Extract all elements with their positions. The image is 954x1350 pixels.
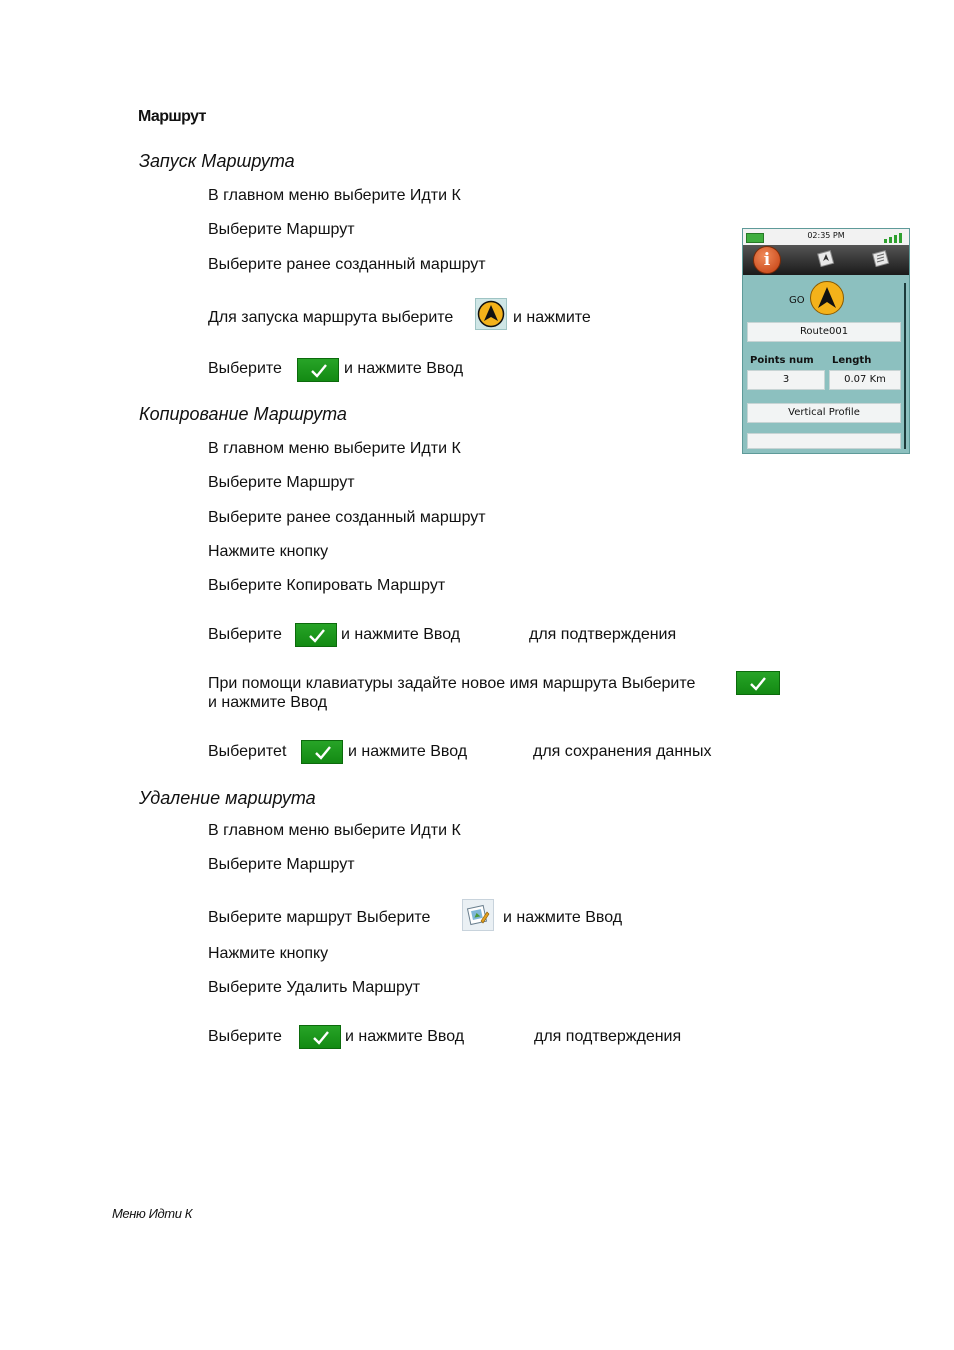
check-button-icon (736, 671, 780, 695)
check-button-icon (297, 358, 339, 382)
check-button-icon (301, 740, 343, 764)
step-delete-2: Выберите Маршрут (208, 856, 355, 873)
step-copy-4: Нажмите кнопку (208, 543, 329, 560)
section-heading-delete: Удаление маршрута (139, 788, 316, 808)
device-go-label: GO (789, 295, 805, 306)
device-points-value: 3 (747, 370, 825, 390)
step-start-1: В главном меню выберите Идти К (208, 187, 461, 204)
step-start-confirm-pre: Выберите (208, 360, 282, 377)
check-button-icon (295, 623, 337, 647)
step-copy-3: Выберите ранее созданный маршрут (208, 509, 486, 526)
info-icon[interactable]: i (753, 246, 781, 274)
edit-icon[interactable] (872, 249, 890, 267)
page-title: Маршрут (138, 108, 206, 125)
step-start-confirm-post: и нажмите Ввод (344, 360, 464, 377)
step-copy-2: Выберите Маршрут (208, 474, 355, 491)
compass-icon[interactable] (817, 249, 835, 267)
device-screenshot (742, 228, 910, 454)
step-copy-save-note: для сохранения данных (533, 743, 712, 760)
go-arrow-icon (475, 298, 507, 330)
device-route-name[interactable]: Route001 (747, 322, 901, 342)
step-copy-5: Выберите Копировать Маршрут (208, 577, 446, 594)
device-points-label: Points num (750, 355, 814, 366)
check-button-icon (299, 1025, 341, 1049)
step-copy-keyboard-line1: При помощи клавиатуры задайте новое имя маршрута Выберите (208, 675, 696, 692)
device-length-value: 0.07 Km (829, 370, 901, 390)
step-start-2: Выберите Маршрут (208, 221, 355, 238)
device-time: 02:35 PM (807, 231, 845, 240)
step-delete-confirm-post: и нажмите Ввод (345, 1028, 465, 1045)
step-copy-1: В главном меню выберите Идти К (208, 440, 461, 457)
step-delete-confirm-note: для подтверждения (534, 1028, 682, 1045)
go-arrow-icon[interactable] (810, 281, 844, 315)
step-delete-3: Нажмите кнопку (208, 945, 329, 962)
step-delete-confirm-pre: Выберите (208, 1028, 282, 1045)
step-start-go-text: Для запуска маршрута выберите (208, 309, 454, 326)
step-delete-1: В главном меню выберите Идти К (208, 822, 461, 839)
step-delete-4: Выберите Удалить Маршрут (208, 979, 421, 996)
step-copy-save-pre: Выберитеt (208, 743, 287, 760)
signal-icon (884, 231, 906, 243)
page-footer: Меню Идти К (112, 1206, 193, 1221)
device-scrollbar[interactable] (904, 283, 906, 449)
step-delete-edit-post: и нажмите Ввод (503, 909, 623, 926)
step-delete-edit-pre: Выберите маршрут Выберите (208, 909, 431, 926)
section-heading-copy: Копирование Маршрута (139, 404, 347, 424)
step-start-go-post: и нажмите (513, 309, 591, 326)
step-copy-confirm-post: и нажмите Ввод (341, 626, 461, 643)
step-start-3: Выберите ранее созданный маршрут (208, 256, 486, 273)
device-length-label: Length (832, 355, 872, 366)
device-empty-field (747, 433, 901, 449)
step-copy-confirm-pre: Выберите (208, 626, 282, 643)
section-heading-start: Запуск Маршрута (139, 151, 295, 171)
edit-route-icon (462, 899, 494, 931)
step-copy-confirm-note: для подтверждения (529, 626, 677, 643)
step-copy-save-post: и нажмите Ввод (348, 743, 468, 760)
device-status-bar (743, 229, 909, 245)
step-copy-keyboard-line2: и нажмите Ввод (208, 694, 328, 711)
device-vertical-profile-button[interactable]: Vertical Profile (747, 403, 901, 423)
